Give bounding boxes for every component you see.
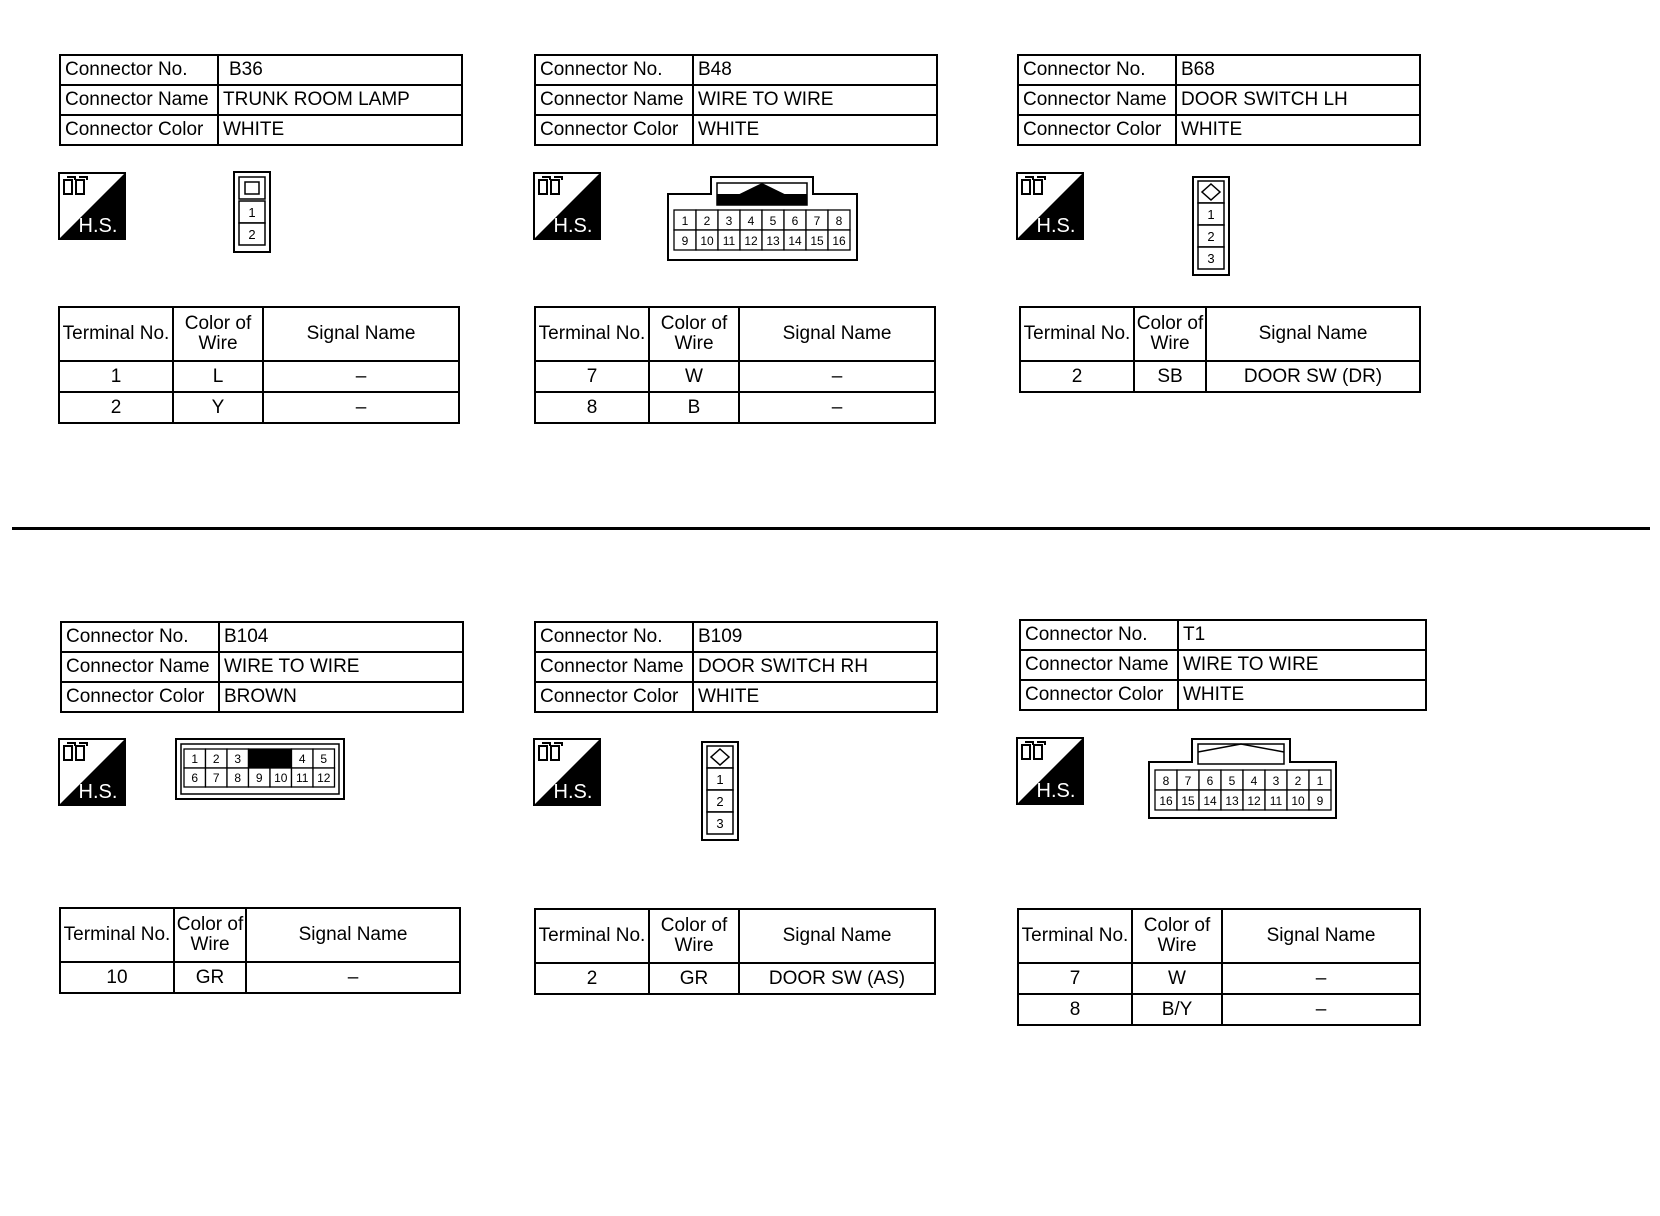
terminal-header-row [59,307,459,361]
pin-label: 11 [296,771,309,785]
connector-name-value: TRUNK ROOM LAMP [218,85,462,115]
pin-label: 14 [788,234,802,248]
connector-name-row [535,652,937,682]
color-of-wire-header: Color of Wire [649,307,739,361]
connector-color-row [1020,680,1426,710]
terminal-table-b109 [534,908,936,995]
signal-cell: – [739,392,935,423]
connector-name-label: Connector Name [1020,650,1178,680]
table-row [1018,963,1420,994]
pin-label: 15 [810,234,824,248]
pin-label: 16 [832,234,846,248]
pin-label: 7 [813,214,821,228]
connector-b36 [59,54,463,146]
connector-name-value: WIRE TO WIRE [693,85,937,115]
pin-grid [184,749,335,787]
pin-label: 6 [1206,774,1214,788]
wire-color-cell: W [1132,963,1222,994]
terminal-no-header: Terminal No. [535,909,649,963]
wire-color-cell: L [173,361,263,392]
pin-label: 3 [716,816,724,831]
hs-label: H.S. [553,215,593,237]
connector-face-b36 [233,171,271,253]
terminal-header-row [1018,909,1420,963]
signal-name-header: Signal Name [263,307,459,361]
terminal-no-header: Terminal No. [535,307,649,361]
pin-label: 16 [1159,794,1173,808]
connector-info-table [1017,54,1421,146]
pin-label: 7 [212,771,220,785]
table-row [59,361,459,392]
connector-no-row [1018,55,1420,85]
connector-name-row [1018,85,1420,115]
connector-info-table [534,54,938,146]
signal-name-header: Signal Name [1222,909,1420,963]
connector-name-value: WIRE TO WIRE [1178,650,1426,680]
connector-info-table [60,621,464,713]
color-of-wire-header: Color of Wire [1132,909,1222,963]
terminal-cell: 8 [535,392,649,423]
wire-color-cell: W [649,361,739,392]
pin-label: 12 [317,771,331,785]
connector-no-label: Connector No. [1020,620,1178,650]
connector-face-b109 [701,741,739,841]
wire-color-cell: B [649,392,739,423]
table-row [59,392,459,423]
hs-label: H.S. [1036,780,1076,802]
table-row [1020,361,1420,392]
pin-label: 4 [1250,774,1258,788]
terminal-cell: 1 [59,361,173,392]
pin-label: 5 [1228,774,1236,788]
connector-name-label: Connector Name [1018,85,1176,115]
signal-cell: – [1222,994,1420,1025]
wire-color-cell: B/Y [1132,994,1222,1025]
connector-no-value: T1 [1178,620,1426,650]
connector-color-value: WHITE [1176,115,1420,145]
pin-label: 9 [681,234,689,248]
connector-color-label: Connector Color [535,682,693,712]
signal-cell: – [263,361,459,392]
terminal-no-header: Terminal No. [1018,909,1132,963]
connector-no-row [61,622,463,652]
signal-name-header: Signal Name [739,909,935,963]
terminal-header-row [535,909,935,963]
connector-no-label: Connector No. [535,55,693,85]
pin-label: 3 [725,214,733,228]
connector-no-row [1020,620,1426,650]
color-of-wire-header: Color of Wire [173,307,263,361]
terminal-no-header: Terminal No. [1020,307,1134,361]
wire-color-cell: GR [174,962,246,993]
signal-name-header: Signal Name [1206,307,1420,361]
pin-label: 13 [1225,794,1239,808]
pin-label: 14 [1203,794,1217,808]
connector-name-row [61,652,463,682]
pin-label: 2 [716,794,724,809]
pin-label: 9 [1316,794,1324,808]
pin-label: 2 [1294,774,1302,788]
pin-label: 3 [1207,251,1215,266]
connector-color-label: Connector Color [535,115,693,145]
pin-grid [1155,770,1331,810]
blank-cavity [249,749,292,768]
hs-label: H.S. [553,781,593,803]
harness-side-icon [533,172,601,240]
connector-color-row [535,115,937,145]
terminal-cell: 7 [535,361,649,392]
terminal-cell: 2 [535,963,649,994]
pin-label: 2 [248,227,256,242]
pin-label: 1 [191,752,199,766]
connector-no-label: Connector No. [60,55,218,85]
terminal-cell: 7 [1018,963,1132,994]
hs-label: H.S. [78,781,118,803]
connector-face-b48 [667,176,859,262]
connector-name-row [535,85,937,115]
signal-cell: – [263,392,459,423]
connector-color-row [1018,115,1420,145]
pin-label: 1 [716,772,724,787]
pin-label: 5 [320,752,328,766]
connector-info-table [534,621,938,713]
connector-color-row [535,682,937,712]
pin-label: 1 [681,214,689,228]
terminal-cell: 8 [1018,994,1132,1025]
connector-name-label: Connector Name [535,652,693,682]
terminal-table-b68 [1019,306,1421,393]
pin-label: 7 [1184,774,1192,788]
pin-label: 3 [234,752,242,766]
connector-color-value: BROWN [219,682,463,712]
pin-label: 6 [191,771,199,785]
connector-name-row [60,85,462,115]
connector-no-value: B68 [1176,55,1420,85]
connector-no-row [535,55,937,85]
connector-color-label: Connector Color [1018,115,1176,145]
connector-info-table [1019,619,1427,711]
signal-name-header: Signal Name [246,908,460,962]
table-row [1018,994,1420,1025]
terminal-table-b104 [59,907,461,994]
connector-no-value: B36 [218,55,462,85]
connector-b109 [534,621,938,713]
connector-face-t1 [1148,738,1338,820]
pin-label: 1 [1207,207,1215,222]
section-divider [12,527,1650,530]
connector-color-row [60,115,462,145]
signal-cell: – [739,361,935,392]
pin-label: 6 [791,214,799,228]
connector-name-value: WIRE TO WIRE [219,652,463,682]
signal-name-header: Signal Name [739,307,935,361]
pin-label: 2 [703,214,711,228]
connector-color-label: Connector Color [61,682,219,712]
pin-label: 8 [1162,774,1170,788]
terminal-cell: 2 [1020,361,1134,392]
wire-color-cell: SB [1134,361,1206,392]
connector-no-value: B48 [693,55,937,85]
connector-no-label: Connector No. [1018,55,1176,85]
color-of-wire-header: Color of Wire [649,909,739,963]
connector-b104 [60,621,464,713]
color-of-wire-header: Color of Wire [1134,307,1206,361]
table-row [535,963,935,994]
pin-label: 10 [274,771,288,785]
terminal-table-b48 [534,306,936,424]
connector-info-table [59,54,463,146]
connector-color-value: WHITE [1178,680,1426,710]
connector-color-value: WHITE [218,115,462,145]
wire-color-cell: Y [173,392,263,423]
table-row [535,392,935,423]
pin-label: 15 [1181,794,1195,808]
pin-label: 4 [747,214,755,228]
connector-name-row [1020,650,1426,680]
terminal-cell: 2 [59,392,173,423]
table-row [60,962,460,993]
connector-b68 [1017,54,1421,146]
pin-label: 1 [1316,774,1324,788]
hs-label: H.S. [1036,215,1076,237]
connector-name-label: Connector Name [535,85,693,115]
terminal-cell: 10 [60,962,174,993]
pin-label: 10 [700,234,714,248]
pin-label: 12 [1247,794,1261,808]
table-row [535,361,935,392]
connector-color-label: Connector Color [1020,680,1178,710]
pin-grid [674,210,850,250]
terminal-header-row [535,307,935,361]
pin-label: 11 [722,234,736,248]
terminal-header-row [60,908,460,962]
connector-color-value: WHITE [693,115,937,145]
connector-no-label: Connector No. [61,622,219,652]
connector-no-label: Connector No. [535,622,693,652]
harness-side-icon [533,738,601,806]
connector-face-b68 [1192,176,1230,276]
connector-color-row [61,682,463,712]
pin-label: 3 [1272,774,1280,788]
terminal-no-header: Terminal No. [59,307,173,361]
connector-no-row [60,55,462,85]
harness-side-icon [58,738,126,806]
connector-color-label: Connector Color [60,115,218,145]
harness-side-icon [58,172,126,240]
connector-face-b104 [175,738,345,800]
signal-cell: – [1222,963,1420,994]
connector-no-value: B104 [219,622,463,652]
pin-label: 11 [1269,794,1283,808]
connector-name-value: DOOR SWITCH LH [1176,85,1420,115]
terminal-no-header: Terminal No. [60,908,174,962]
connector-no-row [535,622,937,652]
pin-label: 8 [234,771,242,785]
pin-label: 4 [298,752,306,766]
pin-label: 9 [255,771,263,785]
color-of-wire-header: Color of Wire [174,908,246,962]
pin-label: 5 [769,214,777,228]
signal-cell: DOOR SW (DR) [1206,361,1420,392]
pin-label: 8 [835,214,843,228]
pin-label: 1 [248,205,256,220]
terminal-header-row [1020,307,1420,361]
terminal-table-t1 [1017,908,1421,1026]
wire-color-cell: GR [649,963,739,994]
pin-label: 2 [212,752,220,766]
pin-label: 12 [744,234,758,248]
harness-side-icon [1016,172,1084,240]
pin-label: 13 [766,234,780,248]
pin-label: 2 [1207,229,1215,244]
connector-color-value: WHITE [693,682,937,712]
harness-side-icon [1016,737,1084,805]
connector-no-value: B109 [693,622,937,652]
terminal-table-b36 [58,306,460,424]
connector-name-label: Connector Name [60,85,218,115]
signal-cell: – [246,962,460,993]
connector-t1 [1019,619,1427,711]
hs-label: H.S. [78,215,118,237]
pin-label: 10 [1291,794,1305,808]
signal-cell: DOOR SW (AS) [739,963,935,994]
connector-b48 [534,54,938,146]
connector-name-label: Connector Name [61,652,219,682]
connector-name-value: DOOR SWITCH RH [693,652,937,682]
